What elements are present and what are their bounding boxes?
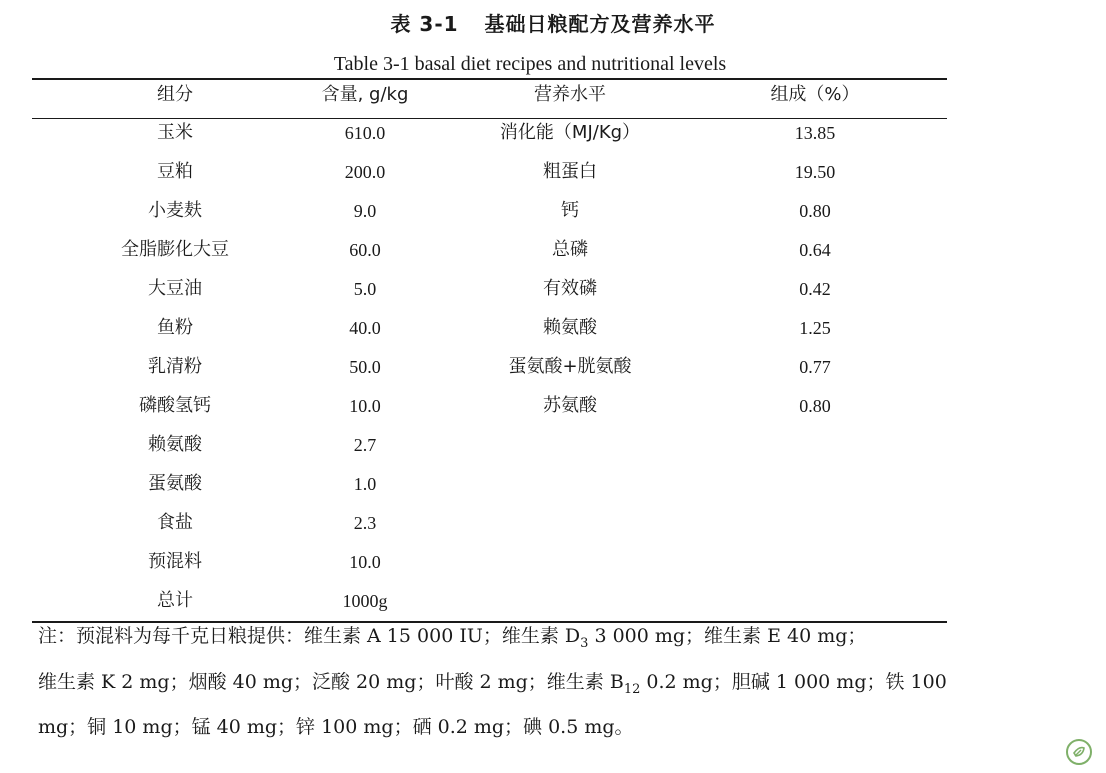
ingredient-amount: 50.0 <box>349 357 381 377</box>
ingredient-name: 预混料 <box>148 551 202 572</box>
ingredient-name: 蛋氨酸 <box>148 473 202 494</box>
nutrient-name: 粗蛋白 <box>543 161 597 182</box>
nutrient-value: 0.77 <box>799 357 831 377</box>
ingredient-name: 乳清粉 <box>148 356 202 377</box>
ingredient-name: 总计 <box>157 590 193 611</box>
nutrient-value: 0.80 <box>799 396 831 416</box>
nutrient-name: 有效磷 <box>543 278 597 299</box>
nutrient-value: 19.50 <box>794 162 836 182</box>
ingredient-name: 豆粕 <box>157 161 193 182</box>
footnote-text: 注：预混料为每千克日粮提供：维生素 A 15 000 IU；维生素 D <box>38 625 581 647</box>
footnote-text: 3 000 mg；维生素 E 40 mg； <box>588 625 867 647</box>
nutrient-value: 0.80 <box>799 201 831 221</box>
nutrient-name: 消化能（MJ/Kg） <box>499 122 641 143</box>
ingredient-amount: 610.0 <box>344 123 386 143</box>
nutrient-name: 钙 <box>561 200 579 221</box>
nutrient-name: 蛋氨酸+胱氨酸 <box>508 356 632 377</box>
nutrient-value: 0.64 <box>799 240 831 260</box>
nutrient-name: 总磷 <box>552 239 588 260</box>
ingredient-name: 全脂膨化大豆 <box>121 239 229 260</box>
ingredient-amount: 10.0 <box>349 552 381 572</box>
header-nutrition-level: 营养水平 <box>534 84 606 105</box>
table-title-cn <box>0 8 1106 37</box>
footnote-line-3: mg；铜 10 mg；锰 40 mg；锌 100 mg；硒 0.2 mg；碘 0.5 mg。 <box>38 716 634 738</box>
header-component: 组分 <box>157 84 193 105</box>
ingredient-amount: 1000g <box>342 591 388 611</box>
header-content: 含量, g/kg <box>321 84 409 105</box>
header-rule <box>32 118 947 119</box>
ingredient-name: 食盐 <box>157 512 193 533</box>
watermark-logo-icon <box>1066 739 1092 765</box>
ingredient-amount: 40.0 <box>349 318 381 338</box>
ingredient-amount: 60.0 <box>349 240 381 260</box>
ingredient-name: 玉米 <box>157 122 193 143</box>
ingredient-amount: 9.0 <box>353 201 377 221</box>
ingredient-name: 鱼粉 <box>157 317 193 338</box>
table-title-en: Table 3-1 basal diet recipes and nutritional levels <box>333 53 727 75</box>
ingredient-name: 大豆油 <box>148 278 202 299</box>
table-number: 表 3-1 <box>390 12 459 36</box>
ingredient-name: 小麦麸 <box>148 200 202 221</box>
ingredient-amount: 2.7 <box>353 435 377 455</box>
footnote-line-1 <box>38 614 1078 666</box>
footnote-text: 0.2 mg；胆碱 1 000 mg；铁 100 <box>640 671 947 693</box>
nutrient-value: 13.85 <box>794 123 836 143</box>
ingredient-amount: 10.0 <box>349 396 381 416</box>
ingredient-amount: 200.0 <box>344 162 386 182</box>
ingredient-name: 磷酸氢钙 <box>139 395 211 416</box>
nutrient-value: 1.25 <box>799 318 831 338</box>
table-title-text: 基础日粮配方及营养水平 <box>484 12 716 36</box>
nutrient-name: 苏氨酸 <box>543 395 597 416</box>
header-composition: 组成（%） <box>770 84 860 105</box>
top-rule <box>32 78 947 80</box>
ingredient-amount: 1.0 <box>353 474 377 494</box>
footnote-subscript: 12 <box>623 681 641 697</box>
ingredient-amount: 5.0 <box>353 279 377 299</box>
ingredient-amount: 2.3 <box>353 513 377 533</box>
nutrient-name: 赖氨酸 <box>543 317 597 338</box>
footnote-subscript: 3 <box>580 635 589 651</box>
footnote-text: 维生素 K 2 mg；烟酸 40 mg；泛酸 20 mg；叶酸 2 mg；维生素 B <box>38 671 624 693</box>
nutrient-value: 0.42 <box>799 279 831 299</box>
ingredient-name: 赖氨酸 <box>148 434 202 455</box>
